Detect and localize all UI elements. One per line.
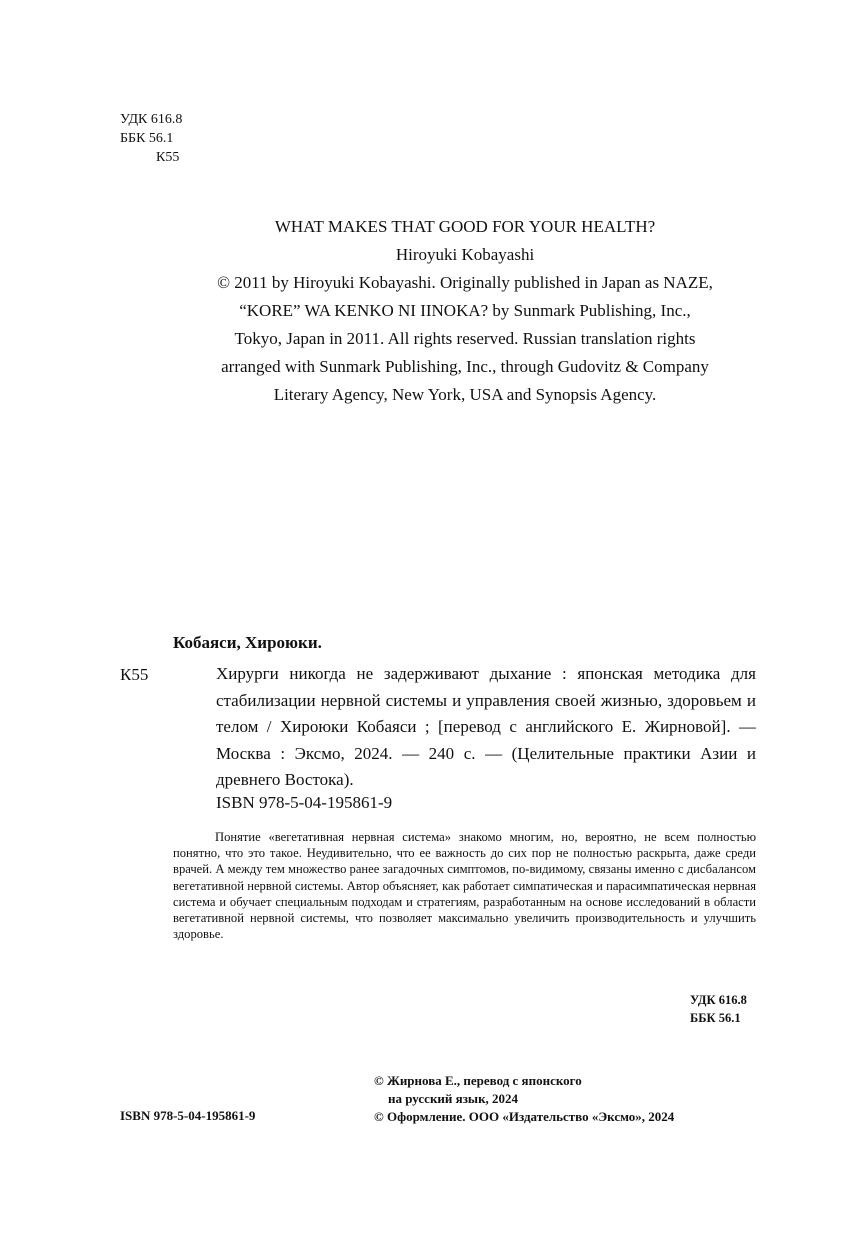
translation-copyright: © Жирнова Е., перевод с японского <box>374 1073 582 1088</box>
udk-code: УДК 616.8 <box>120 112 183 127</box>
rights-line: Literary Agency, New York, USA and Synopsis Agency. <box>273 385 657 404</box>
original-author: Hiroyuki Kobayashi <box>395 245 535 264</box>
bibliographic-author-mark: К55 <box>120 665 149 684</box>
rights-line: “KORE” WA KENKO NI IINOKA? by Sunmark Publishing, Inc., <box>239 301 691 320</box>
rights-line: arranged with Sunmark Publishing, Inc., through Gudovitz & Company <box>221 357 709 376</box>
classification-bottom <box>690 991 747 1027</box>
translation-copyright-cont: на русский язык, 2024 <box>388 1091 519 1106</box>
annotation: Понятие «вегетативная нервная система» знакомо многим, но, вероятно, не всем полностью понятно, что это такое. Неудивительно, что ее важность до сих пор не полностью раскрыта, даже среди врачей. А между тем множество ранее загадочных симптомов, по-видимому, связаны именно с дисбалансом вегетативной нервной системы. Автор объясняет, как работает симпатическая и парасимпатическая нервная система и обучает специальным подходам и стратегиям, разработанным на основе исследований в области вегетативной нервной системы, что позволяет максимально увеличить производительность и улучшить здоровье. <box>173 830 756 942</box>
classification-top <box>120 110 182 167</box>
design-copyright: © Оформление. ООО «Издательство «Эксмо», 2024 <box>374 1109 675 1124</box>
bbk-code: ББК 56.1 <box>120 131 174 146</box>
bibliographic-author: Кобаяси, Хироюки. <box>173 633 322 652</box>
author-mark: К55 <box>156 150 180 165</box>
footer-copyrights <box>374 1072 674 1126</box>
bibliographic-description: Хирурги никогда не задерживают дыхание : японская методика для стабилизации нервной системы и управления своей жизнью, здоровьем и телом / Хироюки Кобаяси ; [перевод с английского Е. Жирновой]. — Москва : Эксмо, 2024. — 240 с. — (Целительные практики Азии и древнего Востока). <box>216 664 756 789</box>
bbk-code: ББК 56.1 <box>690 1011 741 1025</box>
footer-isbn: ISBN 978-5-04-195861-9 <box>120 1108 256 1123</box>
bibliographic-isbn: ISBN 978-5-04-195861-9 <box>216 793 393 812</box>
original-title: WHAT MAKES THAT GOOD FOR YOUR HEALTH? <box>274 217 656 236</box>
udk-code: УДК 616.8 <box>690 993 747 1007</box>
rights-line: © 2011 by Hiroyuki Kobayashi. Originally published in Japan as NAZE, <box>217 273 713 292</box>
rights-line: Tokyo, Japan in 2011. All rights reserved. Russian translation rights <box>234 329 696 348</box>
original-edition-block <box>160 213 770 409</box>
